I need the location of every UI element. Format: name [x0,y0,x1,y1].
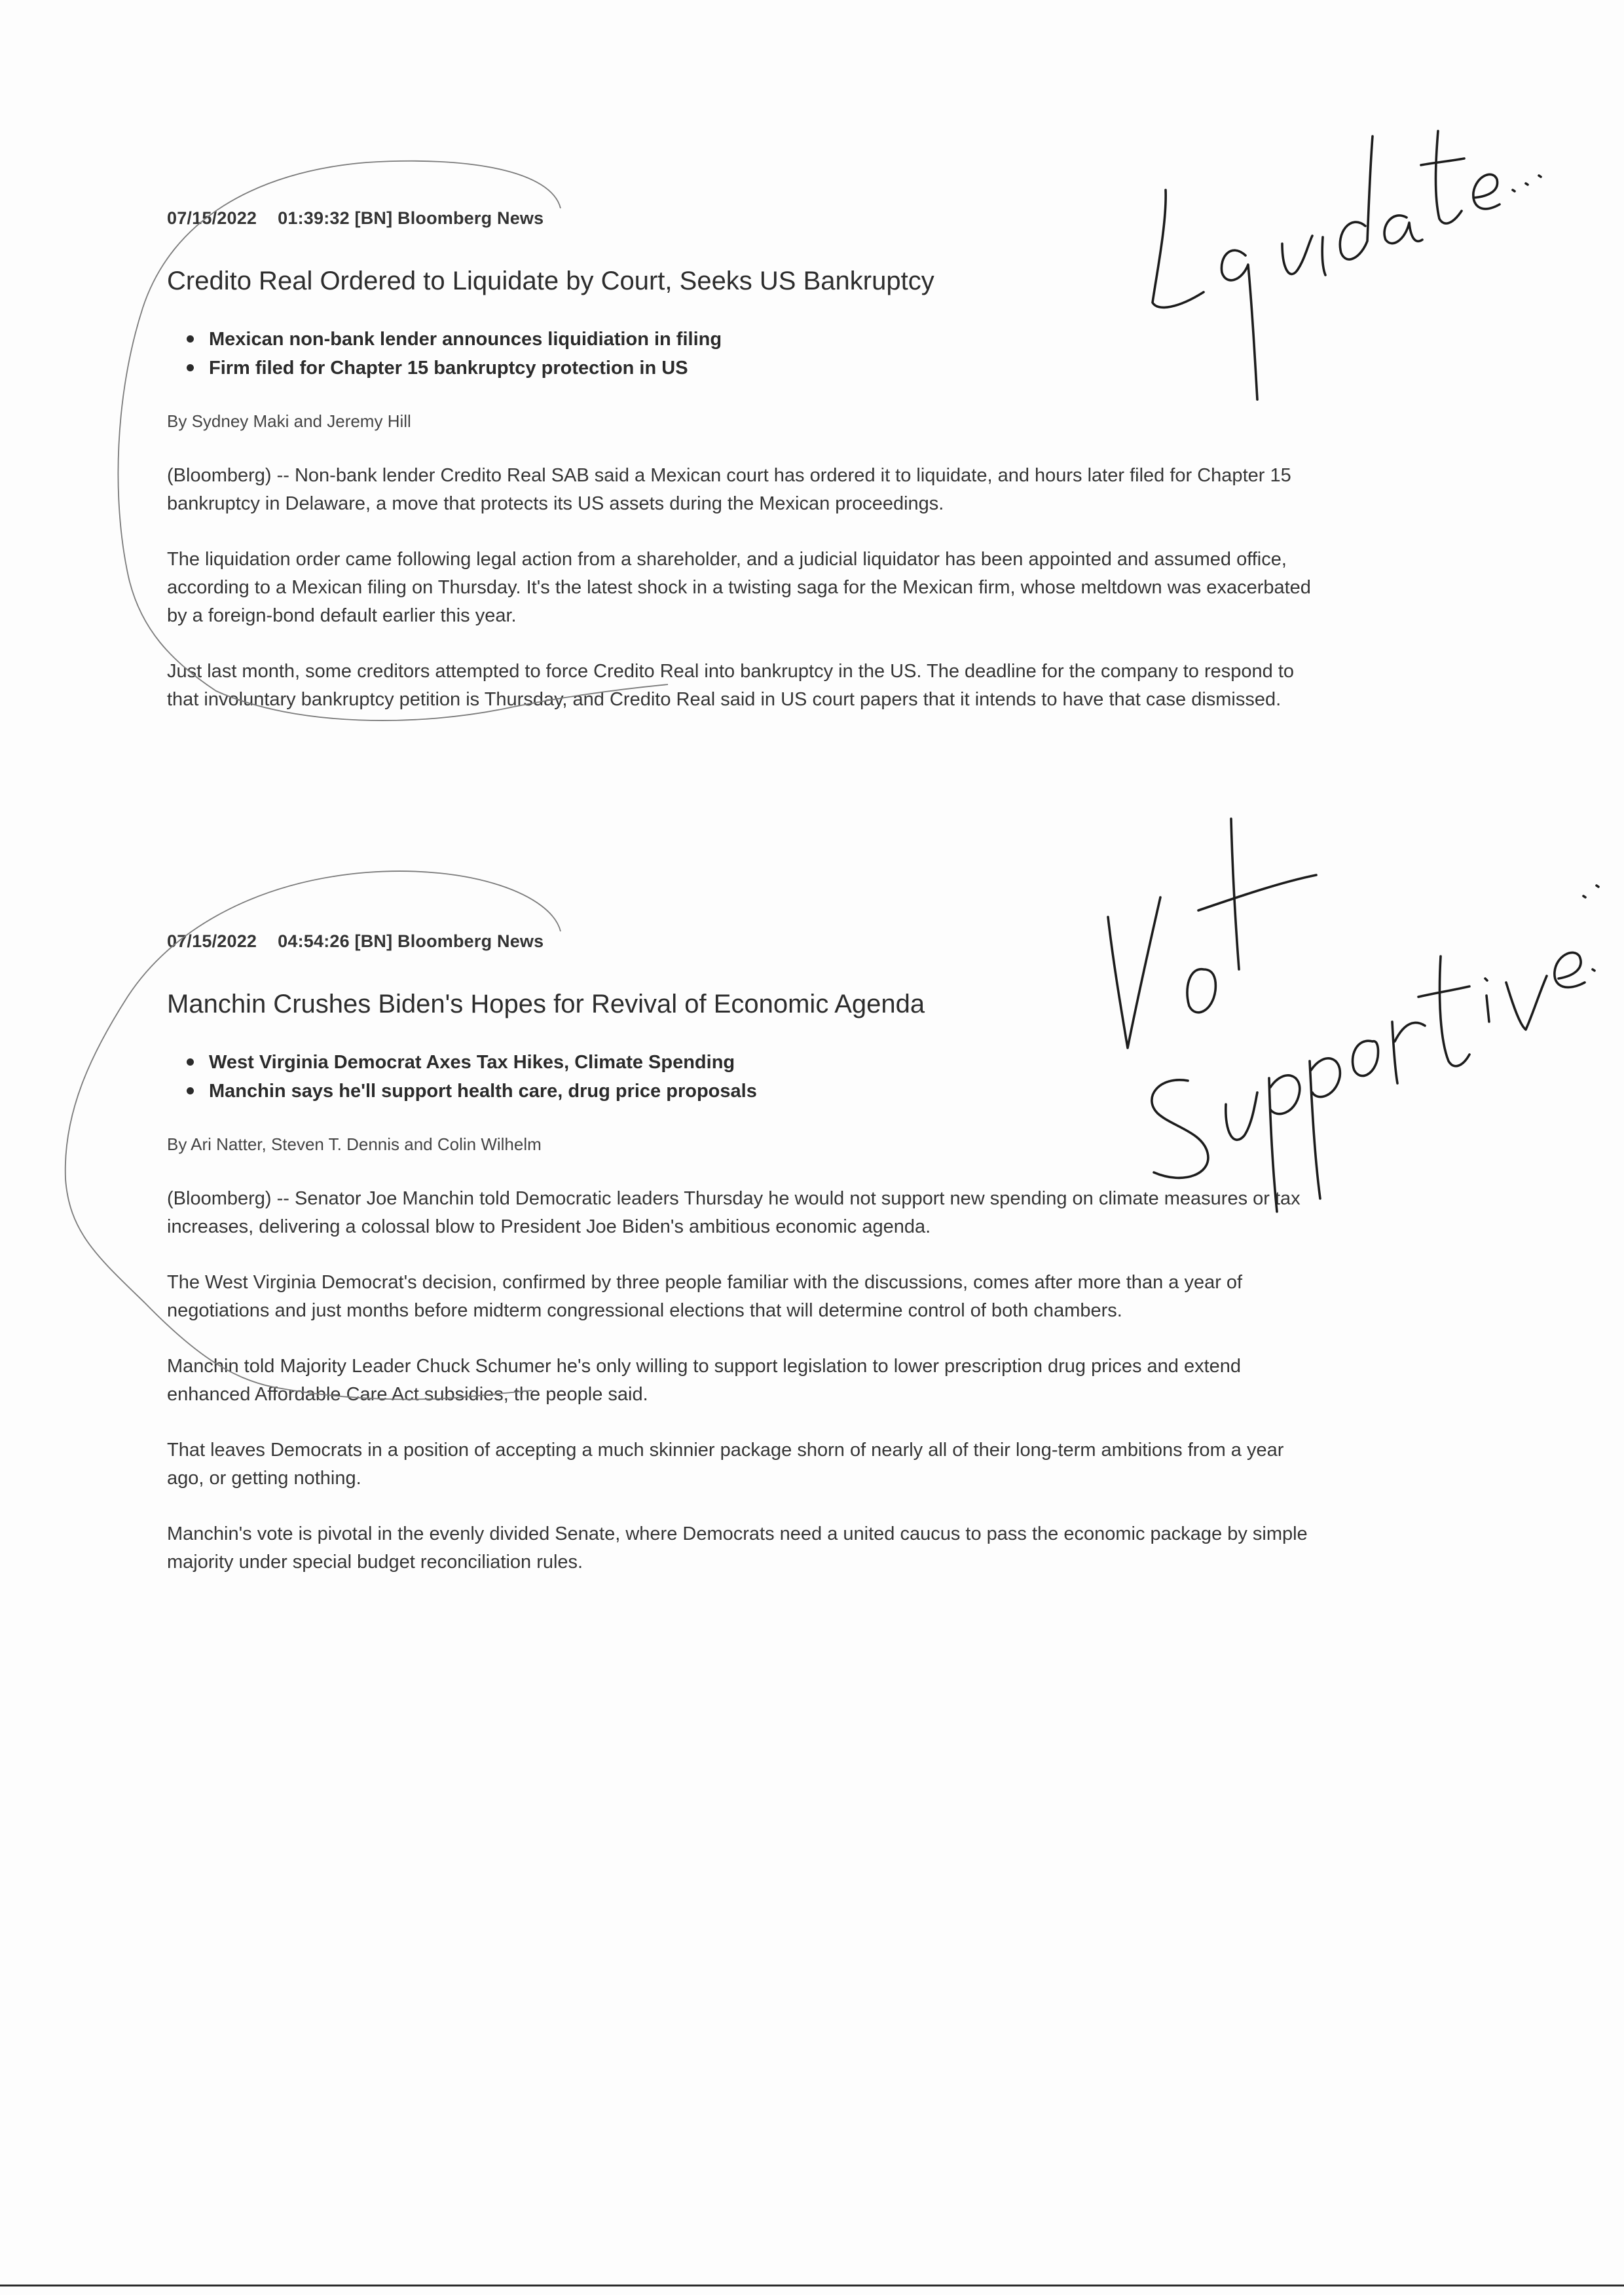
article-summary-bullets [167,1048,1320,1106]
article-credito-real [167,208,1320,733]
article-dateline [167,208,1320,229]
article-paragraph: Manchin's vote is pivotal in the evenly divided Senate, where Democrats need a united caucus to pass the economic package by simple majority under special budget reconciliation rules. [167,1523,1308,1573]
summary-bullet: Firm filed for Chapter 15 bankruptcy protection in US [209,354,1320,382]
summary-bullet: Manchin says he'll support health care, drug price proposals [209,1077,1320,1106]
article-paragraph: (Bloomberg) -- Senator Joe Manchin told Democratic leaders Thursday he would not support new spending on climate measures or tax increases, delivering a colossal blow to President Joe Biden's ambitious economic agenda. [167,1188,1301,1237]
article-manchin [167,931,1320,1595]
summary-bullet: West Virginia Democrat Axes Tax Hikes, Climate Spending [209,1048,1320,1077]
article-date: 07/15/2022 [167,208,257,228]
article-paragraph: The West Virginia Democrat's decision, confirmed by three people familiar with the discussions, comes after more than a year of negotiations and just months before midterm congressional elections that will determine control of both chambers. [167,1272,1243,1321]
article-headline: Manchin Crushes Biden's Hopes for Revival of Economic Agenda [167,990,925,1018]
article-paragraph: Just last month, some creditors attempted to force Credito Real into bankruptcy in the US. The deadline for the company to respond to that involuntary bankruptcy petition is Thursday, and Credito Real said in US court papers that it intends to have that case dismissed. [167,661,1295,710]
summary-bullet: Mexican non-bank lender announces liquidiation in filing [209,325,1320,354]
article-date: 07/15/2022 [167,931,257,951]
article-paragraph: The liquidation order came following legal action from a shareholder, and a judicial liquidator has been appointed and assumed office, according to a Mexican filing on Thursday. It's the latest shock in a twisting saga for the Mexican firm, whose meltdown was exacerbated by a foreign-bond default earlier this year. [167,549,1311,626]
article-summary-bullets [167,325,1320,382]
article-paragraph: That leaves Democrats in a position of accepting a much skinnier package shorn of nearly all of their long-term ambitions from a year ago, or getting nothing. [167,1440,1284,1489]
article-byline: By Ari Natter, Steven T. Dennis and Colin Wilhelm [167,1134,542,1154]
article-byline: By Sydney Maki and Jeremy Hill [167,411,411,431]
article-paragraph: Manchin told Majority Leader Chuck Schumer he's only willing to support legislation to lower prescription drug prices and extend enhanced Affordable Care Act subsidies, the people said. [167,1356,1242,1405]
article-time-source: 04:54:26 [BN] Bloomberg News [278,931,544,951]
scan-bottom-edge [0,2285,1624,2286]
article-paragraph: (Bloomberg) -- Non-bank lender Credito Real SAB said a Mexican court has ordered it to liquidate, and hours later filed for Chapter 15 bankruptcy in Delaware, a move that protects its US assets during the Mexican proceedings. [167,465,1291,514]
article-time-source: 01:39:32 [BN] Bloomberg News [278,208,544,228]
article-headline: Credito Real Ordered to Liquidate by Court, Seeks US Bankruptcy [167,267,934,295]
article-dateline [167,931,1320,952]
